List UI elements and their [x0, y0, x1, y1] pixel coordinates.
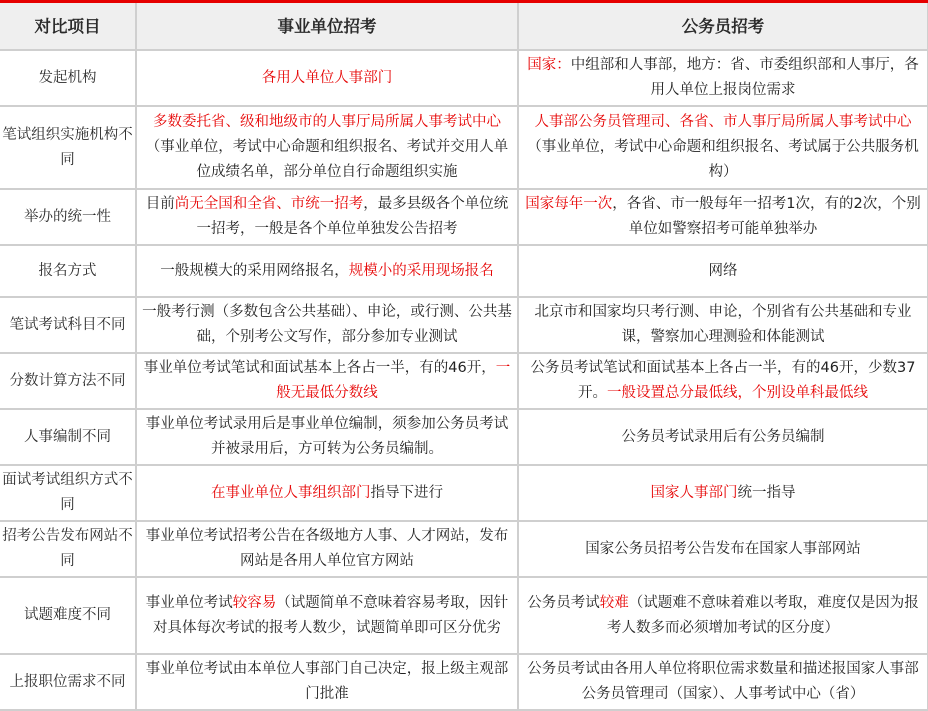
comparison-item-cell: 笔试考试科目不同 — [0, 297, 136, 353]
text-segment: 一般规模大的采用网络报名， — [160, 262, 349, 279]
highlighted-text: 国家： — [527, 57, 571, 73]
comparison-item-cell: 发起机构 — [0, 50, 136, 106]
text-segment: 统一指导 — [737, 484, 796, 501]
table-row — [0, 521, 928, 577]
public-institution-cell — [136, 106, 518, 189]
civil-servant-cell — [518, 577, 928, 654]
text-segment: 一般考行测（多数包含公共基础）、申论，或行测、公共基础，个别考公文写作，部分参加专业测试 — [142, 304, 512, 345]
header-public-institution: 事业单位招考 — [136, 3, 518, 50]
highlighted-text: 在事业单位人事组织部门 — [211, 484, 371, 501]
public-institution-cell — [136, 245, 518, 297]
table-row — [0, 106, 928, 189]
table-row — [0, 189, 928, 245]
public-institution-cell — [136, 353, 518, 409]
comparison-item-cell: 人事编制不同 — [0, 409, 136, 465]
highlighted-text: 国家每年一次 — [525, 196, 613, 212]
text-segment: 公务员考试 — [527, 594, 600, 611]
text-segment: （试题难不意味着难以考取，难度仅是因为报考人数多而必须增加考试的区分度） — [607, 594, 919, 636]
text-segment: 事业单位考试由本单位人事部门自己决定，报上级主观部门批准 — [145, 661, 509, 702]
text-segment: （事业单位，考试中心命题和组织报名、考试属于公共服务机构） — [527, 139, 919, 180]
text-segment: 公务员考试由各用人单位将职位需求数量和描述报国家人事部公务员管理司（国家）、人事考试中心（省） — [527, 661, 919, 702]
highlighted-text: 较容易 — [232, 594, 277, 611]
text-segment: 事业单位考试招考公告在各级地方人事、人才网站，发布网站是各用人单位官方网站 — [145, 528, 509, 569]
text-segment: 事业单位考试笔试和面试基本上各占一半，有的46开， — [143, 360, 496, 376]
civil-servant-cell — [518, 409, 928, 465]
comparison-item-cell: 分数计算方法不同 — [0, 353, 136, 409]
highlighted-text: 一般无最低分数线 — [276, 360, 511, 401]
table-row — [0, 50, 928, 106]
comparison-table — [0, 3, 928, 711]
table-row — [0, 245, 928, 297]
comparison-item-cell: 招考公告发布网站不同 — [0, 521, 136, 577]
comparison-item-cell: 面试考试组织方式不同 — [0, 465, 136, 521]
text-segment: 公务员考试笔试和面试基本上各占一半，有的46开，少数37开。 — [530, 360, 916, 401]
public-institution-cell — [136, 654, 518, 710]
civil-servant-cell — [518, 106, 928, 189]
highlighted-text: 一般设置总分最低线，个别设单科最低线 — [607, 385, 868, 401]
text-segment: 网络 — [708, 262, 738, 279]
text-segment: 指导下进行 — [370, 484, 443, 501]
table-row — [0, 297, 928, 353]
comparison-item-cell: 上报职位需求不同 — [0, 654, 136, 710]
public-institution-cell — [136, 521, 518, 577]
comparison-item-cell: 报名方式 — [0, 245, 136, 297]
public-institution-cell — [136, 50, 518, 106]
table-row — [0, 353, 928, 409]
highlighted-text: 人事部公务员管理司、各省、市人事厅局所属人事考试中心 — [534, 114, 912, 130]
highlighted-text: 多数委托省、级和地级市的人事厅局所属人事考试中心 — [153, 114, 501, 130]
table-row — [0, 465, 928, 521]
public-institution-cell — [136, 409, 518, 465]
header-comparison-item: 对比项目 — [0, 3, 136, 50]
text-segment: 目前 — [145, 196, 175, 212]
public-institution-cell — [136, 465, 518, 521]
highlighted-text: 各用人单位人事部门 — [261, 69, 393, 86]
civil-servant-cell — [518, 189, 928, 245]
text-segment: ，各省、市一般每年一招考1次，有的2次，个别单位如警察招考可能单独举办 — [612, 196, 921, 237]
text-segment: 事业单位考试 — [145, 594, 233, 611]
text-segment: 事业单位考试录用后是事业单位编制，须参加公务员考试并被录用后，方可转为公务员编制。 — [145, 416, 509, 457]
comparison-item-cell: 举办的统一性 — [0, 189, 136, 245]
table-row — [0, 409, 928, 465]
table-header-row — [0, 3, 928, 50]
text-segment: 国家公务员招考公告发布在国家人事部网站 — [585, 540, 861, 557]
highlighted-text: 较难 — [599, 594, 629, 611]
highlighted-text: 国家人事部门 — [650, 484, 738, 501]
text-segment: （试题简单不意味着容易考取，因针对具体每次考试的报考人数少，试题简单即可区分优劣 — [153, 594, 509, 636]
public-institution-cell — [136, 297, 518, 353]
text-segment: 北京市和国家均只考行测、申论，个别省有公共基础和专业课，警察加心理测验和体能测试 — [534, 304, 912, 345]
table-body — [0, 50, 928, 710]
public-institution-cell — [136, 189, 518, 245]
civil-servant-cell — [518, 297, 928, 353]
highlighted-text: 尚无全国和全省、市统一招考 — [174, 196, 364, 212]
civil-servant-cell — [518, 465, 928, 521]
civil-servant-cell — [518, 50, 928, 106]
header-civil-servant: 公务员招考 — [518, 3, 928, 50]
text-segment: （事业单位，考试中心命题和组织报名、考试并交用人单位成绩名单，部分单位自行命题组织实施 — [145, 139, 509, 180]
comparison-item-cell: 试题难度不同 — [0, 577, 136, 654]
highlighted-text: 规模小的采用现场报名 — [348, 262, 494, 279]
text-segment: 公务员考试录用后有公务员编制 — [621, 428, 825, 445]
table-row — [0, 654, 928, 710]
text-segment: ，最多县级各个单位统一招考，一般是各个单位单独发公告招考 — [196, 196, 509, 237]
civil-servant-cell — [518, 654, 928, 710]
text-segment: 中组部和人事部，地方：省、市委组织部和人事厅，各用人单位上报岗位需求 — [570, 57, 919, 98]
civil-servant-cell — [518, 353, 928, 409]
table-row — [0, 577, 928, 654]
civil-servant-cell — [518, 245, 928, 297]
civil-servant-cell — [518, 521, 928, 577]
public-institution-cell — [136, 577, 518, 654]
comparison-item-cell: 笔试组织实施机构不同 — [0, 106, 136, 189]
